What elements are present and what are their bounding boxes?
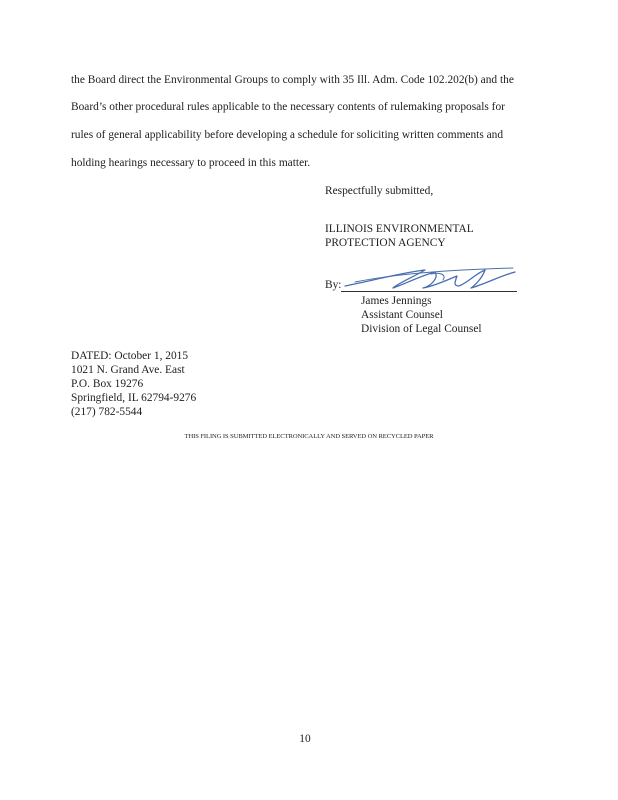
paragraph-line-3: rules of general applicability before developing a schedule for soliciting written comments and bbox=[71, 129, 504, 141]
organization-line-2: PROTECTION AGENCY bbox=[325, 237, 446, 249]
address-street: 1021 N. Grand Ave. East bbox=[71, 364, 185, 376]
salutation: Respectfully submitted, bbox=[325, 185, 434, 197]
filing-notice: THIS FILING IS SUBMITTED ELECTRONICALLY AND SERVED ON RECYCLED PAPER bbox=[184, 433, 434, 440]
signer-division: Division of Legal Counsel bbox=[361, 323, 482, 335]
signer-title: Assistant Counsel bbox=[361, 309, 443, 321]
by-label: By: bbox=[325, 279, 342, 291]
paragraph-line-1: the Board direct the Environmental Groups to comply with 35 Ill. Adm. Code 102.202(b) and the bbox=[71, 74, 514, 86]
paragraph-line-4: holding hearings necessary to proceed in this matter. bbox=[71, 157, 311, 169]
address-po-box: P.O. Box 19276 bbox=[71, 378, 144, 390]
organization-line-1: ILLINOIS ENVIRONMENTAL bbox=[325, 223, 474, 235]
dated-line: DATED: October 1, 2015 bbox=[71, 350, 189, 362]
address-phone: (217) 782-5544 bbox=[71, 406, 143, 418]
signature-line bbox=[341, 291, 517, 292]
address-city-state-zip: Springfield, IL 62794-9276 bbox=[71, 392, 197, 404]
paragraph-line-2: Board’s other procedural rules applicable to the necessary contents of rulemaking proposals for bbox=[71, 101, 505, 113]
signer-name: James Jennings bbox=[361, 295, 432, 307]
handwritten-signature bbox=[335, 262, 525, 294]
page-number: 10 bbox=[299, 733, 311, 745]
